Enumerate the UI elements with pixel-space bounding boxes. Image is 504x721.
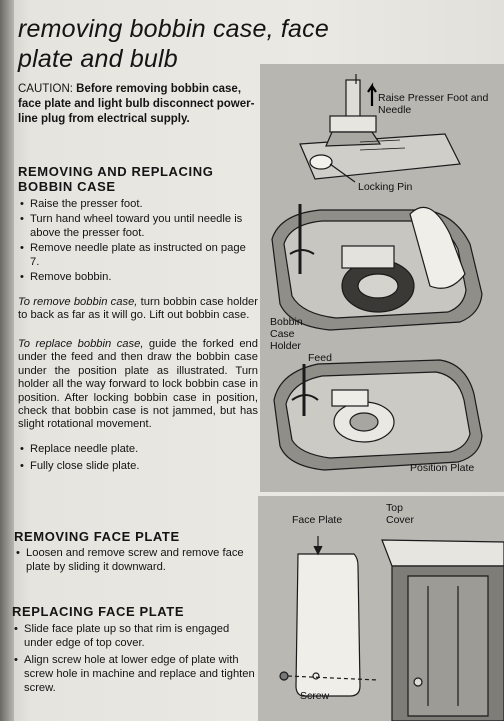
list-item: • Loosen and remove screw and remove face plate by sliding it downward. <box>14 546 254 574</box>
list-item: • Replace needle plate. <box>18 442 258 456</box>
bobbin-illustration <box>260 64 504 492</box>
replace-face-plate-steps <box>12 622 257 698</box>
section-heading-bobbin-case: REMOVING AND REPLACING BOBBIN CASE <box>18 164 214 194</box>
section-heading-remove-face-plate: REMOVING FACE PLATE <box>14 529 180 544</box>
face-plate-illustration-panel <box>258 496 504 721</box>
locking-pin-label: Locking Pin <box>358 181 413 193</box>
replace-text: guide the forked end under the feed and then draw the bobbin case under the position plate as illustrated. Turn holder all the way forward to lock bobbin case in position. After locking bobbin case in position, check that bobbin case is not jammed, but has slight rotational movement. <box>18 338 258 431</box>
remove-face-plate-steps <box>14 546 254 574</box>
bobbin-prep-steps <box>18 197 258 285</box>
screw-label: Screw <box>300 690 330 702</box>
remove-bobbin-paragraph <box>18 296 258 323</box>
caution-note <box>18 82 258 127</box>
list-item: • Slide face plate up so that rim is engaged under edge of top cover. <box>12 622 257 650</box>
face-plate-illustration <box>258 496 504 721</box>
position-plate-label: Position Plate <box>410 462 475 474</box>
raise-presser-foot-label: Raise Presser Foot and Needle <box>378 92 489 116</box>
bobbin-case-holder-label: Bobbin Case Holder <box>270 316 303 352</box>
list-item: • Fully close slide plate. <box>18 459 258 473</box>
caution-text: Before removing bobbin case, face plate and light bulb disconnect power-line plug from electrical supply. <box>18 83 255 125</box>
replace-bobbin-paragraph <box>18 338 258 432</box>
page-title: removing bobbin case, face plate and bulb <box>18 15 329 73</box>
remove-text: turn bobbin case holder to back as far as it will go. Lift out bobbin case. <box>18 296 258 322</box>
bobbin-illustration-panel <box>260 64 504 492</box>
feed-label: Feed <box>308 352 332 364</box>
section-heading-replace-face-plate: REPLACING FACE PLATE <box>12 604 185 619</box>
replace-lead: To replace bobbin case, <box>18 338 144 350</box>
bobbin-final-steps <box>18 442 258 476</box>
list-item: • Align screw hole at lower edge of plate with screw hole in machine and replace and tighten screw. <box>12 653 257 695</box>
list-item: • Remove bobbin. <box>18 270 258 284</box>
list-item: • Remove needle plate as instructed on page 7. <box>18 241 258 269</box>
remove-lead: To remove bobbin case, <box>18 296 138 308</box>
list-item: • Turn hand wheel toward you until needle is above the presser foot. <box>18 212 258 240</box>
caution-label: CAUTION: <box>18 83 73 95</box>
face-plate-label: Face Plate <box>292 514 343 526</box>
list-item: • Raise the presser foot. <box>18 197 258 211</box>
top-cover-label: Top Cover <box>386 502 415 526</box>
